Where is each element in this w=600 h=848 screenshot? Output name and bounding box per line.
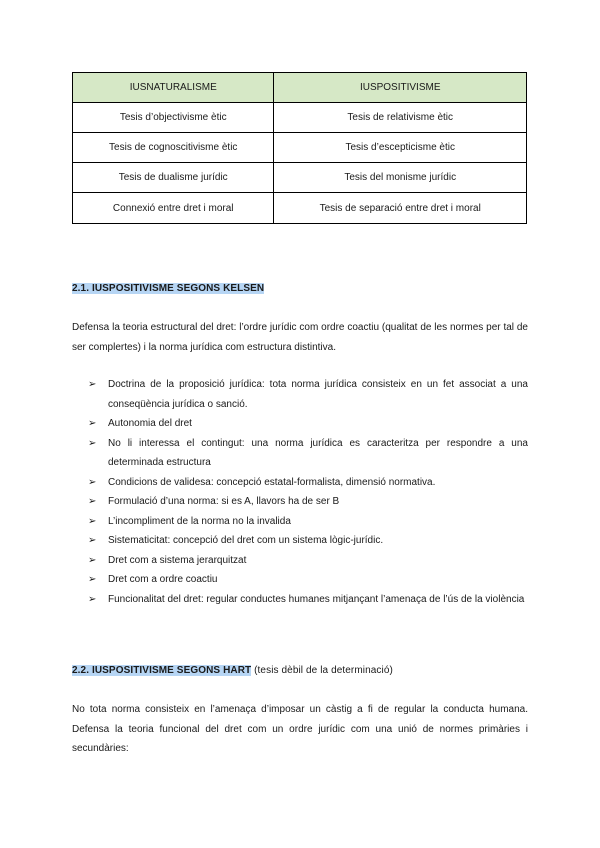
section-heading-kelsen xyxy=(72,283,264,294)
list-item: ➢ L’incompliment de la norma no la invalida xyxy=(72,512,528,532)
list-item: ➢ Condicions de validesa: concepció estatal-formalista, dimensió normativa. xyxy=(72,473,528,493)
kelsen-bullet-list xyxy=(72,375,528,609)
arrow-bullet-icon: ➢ xyxy=(88,515,97,527)
arrow-bullet-icon: ➢ xyxy=(88,574,97,585)
table-cell: Tesis del monisme jurídic xyxy=(274,163,527,193)
table-header-row xyxy=(73,73,527,103)
list-item: ➢ Formulació d’una norma: si es A, llavors ha de ser B xyxy=(72,492,528,512)
section-subtitle: (tesis dèbil de la determinació) xyxy=(251,665,393,676)
table-header-cell: IUSPOSITIVISME xyxy=(274,73,527,103)
table-cell: Tesis de separació entre dret i moral xyxy=(274,193,527,224)
table-row xyxy=(73,103,527,133)
table-cell: Tesis de dualisme jurídic xyxy=(73,163,274,193)
list-item: ➢ Autonomia del dret xyxy=(72,414,528,434)
arrow-bullet-icon: ➢ xyxy=(88,554,97,566)
section-title: 2.1. IUSPOSITIVISME SEGONS KELSEN xyxy=(72,283,265,294)
section-title: 2.2. IUSPOSITIVISME SEGONS HART xyxy=(72,665,252,676)
list-item: ➢ Sistematicitat: concepció del dret com un sistema lògic-jurídic. xyxy=(72,531,528,551)
arrow-bullet-icon: ➢ xyxy=(88,476,97,488)
arrow-bullet-icon: ➢ xyxy=(88,535,97,546)
table-cell: Tesis de relativisme ètic xyxy=(274,103,527,133)
comparison-table xyxy=(72,72,527,224)
list-item: ➢ Dret com a sistema jerarquitzat xyxy=(72,551,528,571)
table-cell: Tesis de cognoscitivisme ètic xyxy=(73,133,274,163)
table-cell: Connexió entre dret i moral xyxy=(73,193,274,224)
list-item: ➢ Funcionalitat del dret: regular conductes humanes mitjançant l’amenaça de l’ús de la violència xyxy=(72,590,528,610)
arrow-bullet-icon: ➢ xyxy=(88,496,97,507)
list-item: ➢ Doctrina de la proposició jurídica: tota norma jurídica consisteix en un fet associat a una conseqüència jurídica o sanció. xyxy=(72,375,528,414)
table-cell: Tesis d’escepticisme ètic xyxy=(274,133,527,163)
arrow-bullet-icon: ➢ xyxy=(88,437,97,449)
arrow-bullet-icon: ➢ xyxy=(88,379,97,390)
list-item: ➢ No li interessa el contingut: una norma jurídica es caracteritza per respondre a una determinada estructura xyxy=(72,434,528,473)
section-paragraph-hart: No tota norma consisteix en l’amenaça d’imposar un càstig a fi de regular la conducta humana. Defensa la teoria funcional del dret com un ordre jurídic com una unió de normes primàries i secundàries: xyxy=(72,704,528,754)
section-heading-hart xyxy=(72,665,393,676)
arrow-bullet-icon: ➢ xyxy=(88,593,97,605)
table-row xyxy=(73,193,527,224)
arrow-bullet-icon: ➢ xyxy=(88,418,97,429)
list-item: ➢ Dret com a ordre coactiu xyxy=(72,570,528,590)
table-row xyxy=(73,163,527,193)
table-row xyxy=(73,133,527,163)
table-cell: Tesis d’objectivisme ètic xyxy=(73,103,274,133)
section-paragraph-kelsen: Defensa la teoria estructural del dret: l’ordre jurídic com ordre coactiu (qualitat de les normes per tal de ser complertes) i la norma jurídica com estructura distintiva. xyxy=(72,322,528,353)
table-header-cell: IUSNATURALISME xyxy=(73,73,274,103)
